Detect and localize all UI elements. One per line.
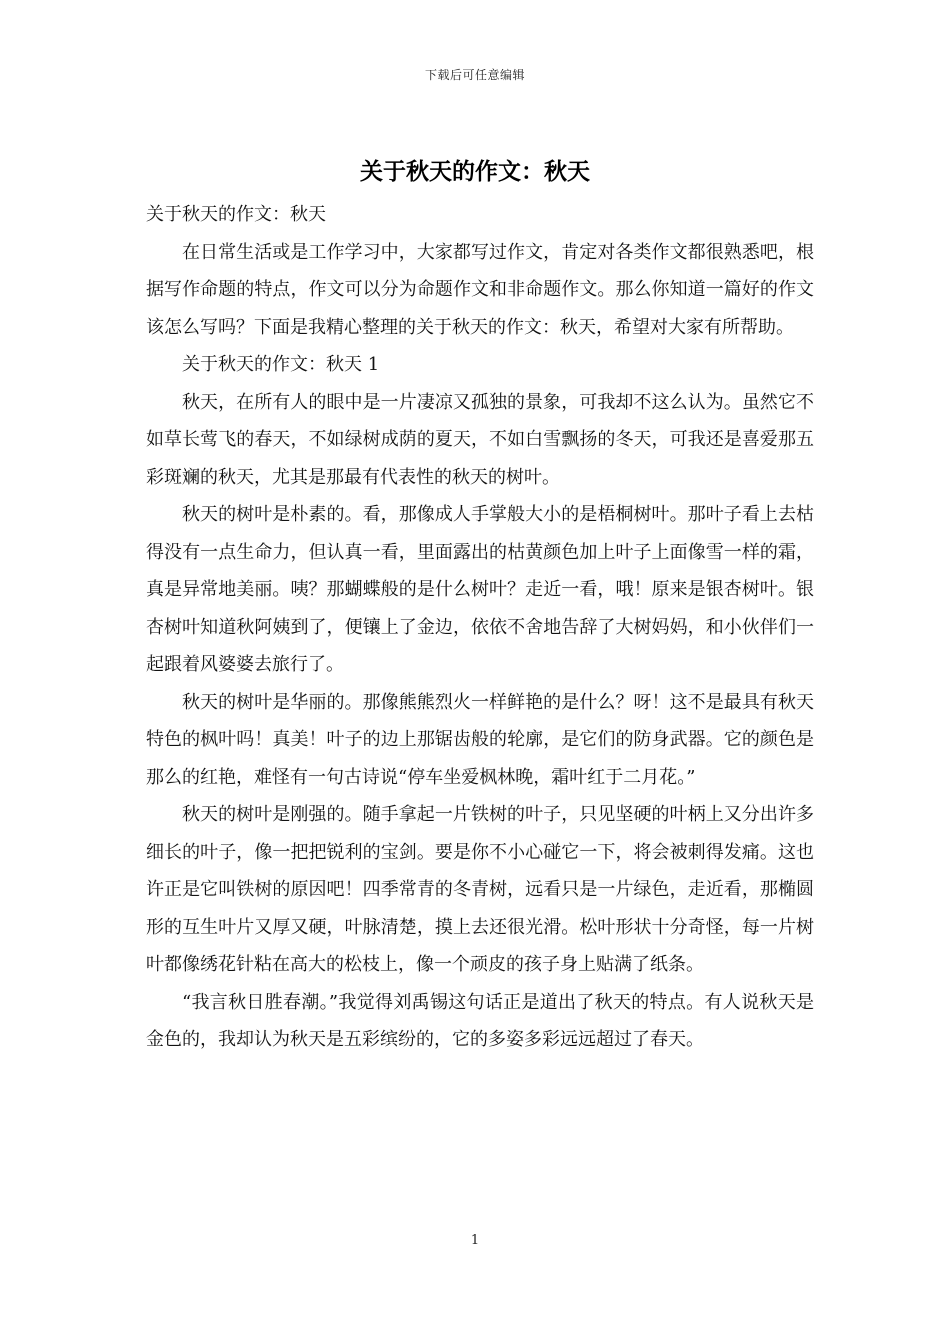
section-heading: 关于秋天的作文：秋天 1 (182, 354, 380, 375)
document-body (146, 196, 814, 1059)
paragraph: 秋天的树叶是朴素的。看，那像成人手掌般大小的是梧桐树叶。那叶子看上去枯得没有一点生命力，但认真一看，里面露出的枯黄颜色加上叶子上面像雪一样的霜，真是异常地美丽。咦？那蝴蝶般的是什么树叶？走近一看，哦！原来是银杏树叶。银杏树叶知道秋阿姨到了，便镶上了金边，依依不舍地告辞了大树妈妈，和小伙伴们一起跟着风婆婆去旅行了。 (146, 504, 814, 675)
paragraph: 秋天的树叶是华丽的。那像熊熊烈火一样鲜艳的是什么？呀！这不是最具有秋天特色的枫叶吗！真美！叶子的边上那锯齿般的轮廓，是它们的防身武器。它的颜色是那么的红艳，难怪有一句古诗说“停车坐爱枫林晚，霜叶红于二月花。” (146, 691, 814, 788)
paragraph-intro: 在日常生活或是工作学习中，大家都写过作文，肯定对各类作文都很熟悉吧，根据写作命题的特点，作文可以分为命题作文和非命题作文。那么你知道一篇好的作文该怎么写吗？下面是我精心整理的关于秋天的作文：秋天，希望对大家有所帮助。 (146, 241, 814, 338)
paragraph: “我言秋日胜春潮。”我觉得刘禹锡这句话正是道出了秋天的特点。有人说秋天是金色的，我却认为秋天是五彩缤纷的，它的多姿多彩远远超过了春天。 (146, 991, 814, 1050)
paragraph: 秋天的树叶是刚强的。随手拿起一片铁树的叶子，只见坚硬的叶柄上又分出许多细长的叶子，像一把把锐利的宝剑。要是你不小心碰它一下，将会被刺得发痛。这也许正是它叫铁树的原因吧！四季常青的冬青树，远看只是一片绿色，走近看，那椭圆形的互生叶片又厚又硬，叶脉清楚，摸上去还很光滑。松叶形状十分奇怪，每一片树叶都像绣花针粘在高大的松枝上，像一个顽皮的孩子身上贴满了纸条。 (146, 804, 814, 975)
document-title: 关于秋天的作文：秋天 (360, 159, 590, 185)
paragraph-subtitle: 关于秋天的作文：秋天 (146, 204, 326, 225)
page-header-note: 下载后可任意编辑 (424, 68, 525, 82)
page-number: 1 (470, 1233, 480, 1248)
paragraph: 秋天，在所有人的眼中是一片凄凉又孤独的景象，可我却不这么认为。虽然它不如草长莺飞的春天，不如绿树成荫的夏天，不如白雪飘扬的冬天，可我还是喜爱那五彩斑斓的秋天，尤其是那最有代表性的秋天的树叶。 (146, 391, 814, 488)
